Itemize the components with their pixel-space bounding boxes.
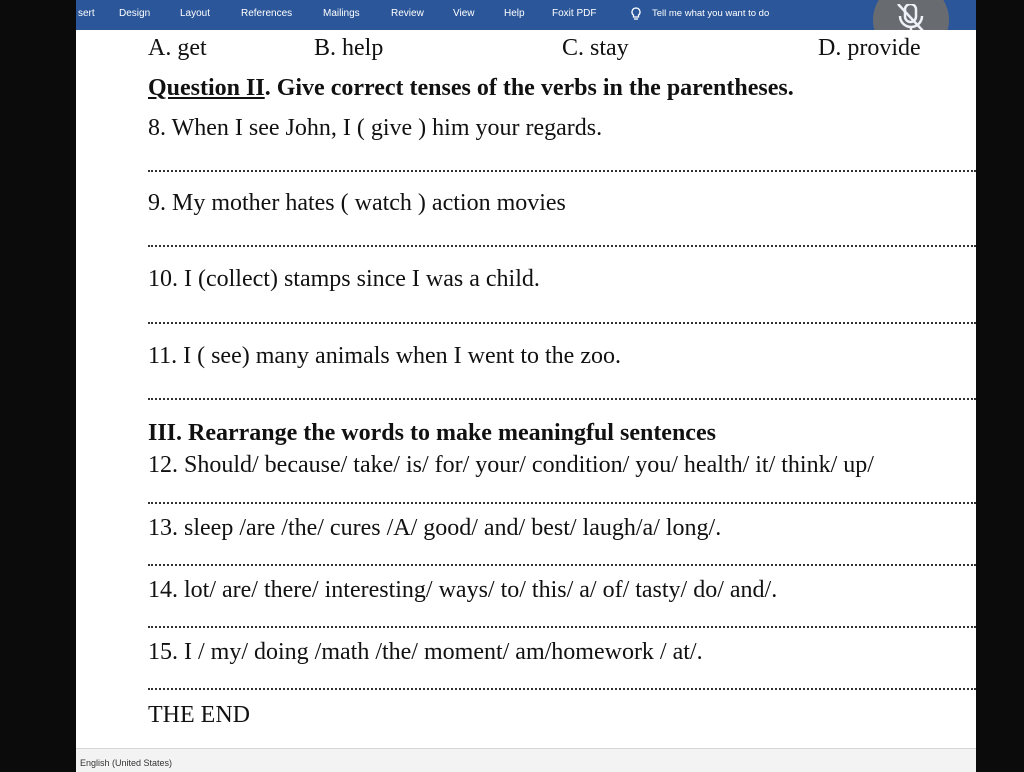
- question-9: 9. My mother hates ( watch ) action movies: [148, 190, 566, 216]
- answer-line-15: [148, 688, 976, 690]
- tab-layout[interactable]: Layout: [180, 8, 211, 19]
- answer-line-10: [148, 322, 976, 324]
- status-bar: [76, 748, 976, 772]
- tell-me-search[interactable]: Tell me what you want to do: [652, 8, 770, 19]
- tab-foxit-pdf[interactable]: Foxit PDF: [552, 8, 597, 19]
- question-11: 11. I ( see) many animals when I went to the zoo.: [148, 343, 621, 369]
- document-page[interactable]: [76, 30, 976, 748]
- question-2-instruction: . Give correct tenses of the verbs in the parentheses.: [264, 75, 794, 101]
- tab-insert[interactable]: sert: [78, 8, 95, 19]
- question-15: 15. I / my/ doing /math /the/ moment/ am/homework / at/.: [148, 639, 703, 665]
- tab-view[interactable]: View: [453, 8, 475, 19]
- question-8: 8. When I see John, I ( give ) him your regards.: [148, 115, 603, 141]
- the-end-text: THE END: [148, 702, 250, 728]
- answer-line-14: [148, 626, 976, 628]
- option-c: C. stay: [562, 35, 629, 61]
- answer-line-12: [148, 502, 976, 504]
- tab-design[interactable]: Design: [119, 8, 151, 19]
- question-10: 10. I (collect) stamps since I was a child.: [148, 266, 540, 292]
- question-14: 14. lot/ are/ there/ interesting/ ways/ to/ this/ a/ of/ tasty/ do/ and/.: [148, 577, 778, 603]
- tab-mailings[interactable]: Mailings: [323, 8, 360, 19]
- question-2-label: Question II: [148, 75, 265, 101]
- option-a: A. get: [148, 35, 207, 61]
- question-2-heading: [148, 74, 794, 102]
- question-13: 13. sleep /are /the/ cures /A/ good/ and/ best/ laugh/a/ long/.: [148, 515, 722, 541]
- answer-line-8: [148, 170, 976, 172]
- question-3-heading: III. Rearrange the words to make meaningful sentences: [148, 420, 716, 446]
- ribbon-tabs: [76, 0, 976, 30]
- tab-references[interactable]: References: [241, 8, 293, 19]
- tab-help[interactable]: Help: [504, 8, 525, 19]
- option-b: B. help: [314, 35, 384, 61]
- tab-review[interactable]: Review: [391, 8, 424, 19]
- answer-line-11: [148, 398, 976, 400]
- language-indicator[interactable]: English (United States): [80, 758, 173, 768]
- option-d: D. provide: [818, 35, 921, 61]
- lightbulb-icon[interactable]: [628, 6, 644, 22]
- question-12: 12. Should/ because/ take/ is/ for/ your/ condition/ you/ health/ it/ think/ up/: [148, 452, 874, 478]
- answer-line-9: [148, 245, 976, 247]
- answer-line-13: [148, 564, 976, 566]
